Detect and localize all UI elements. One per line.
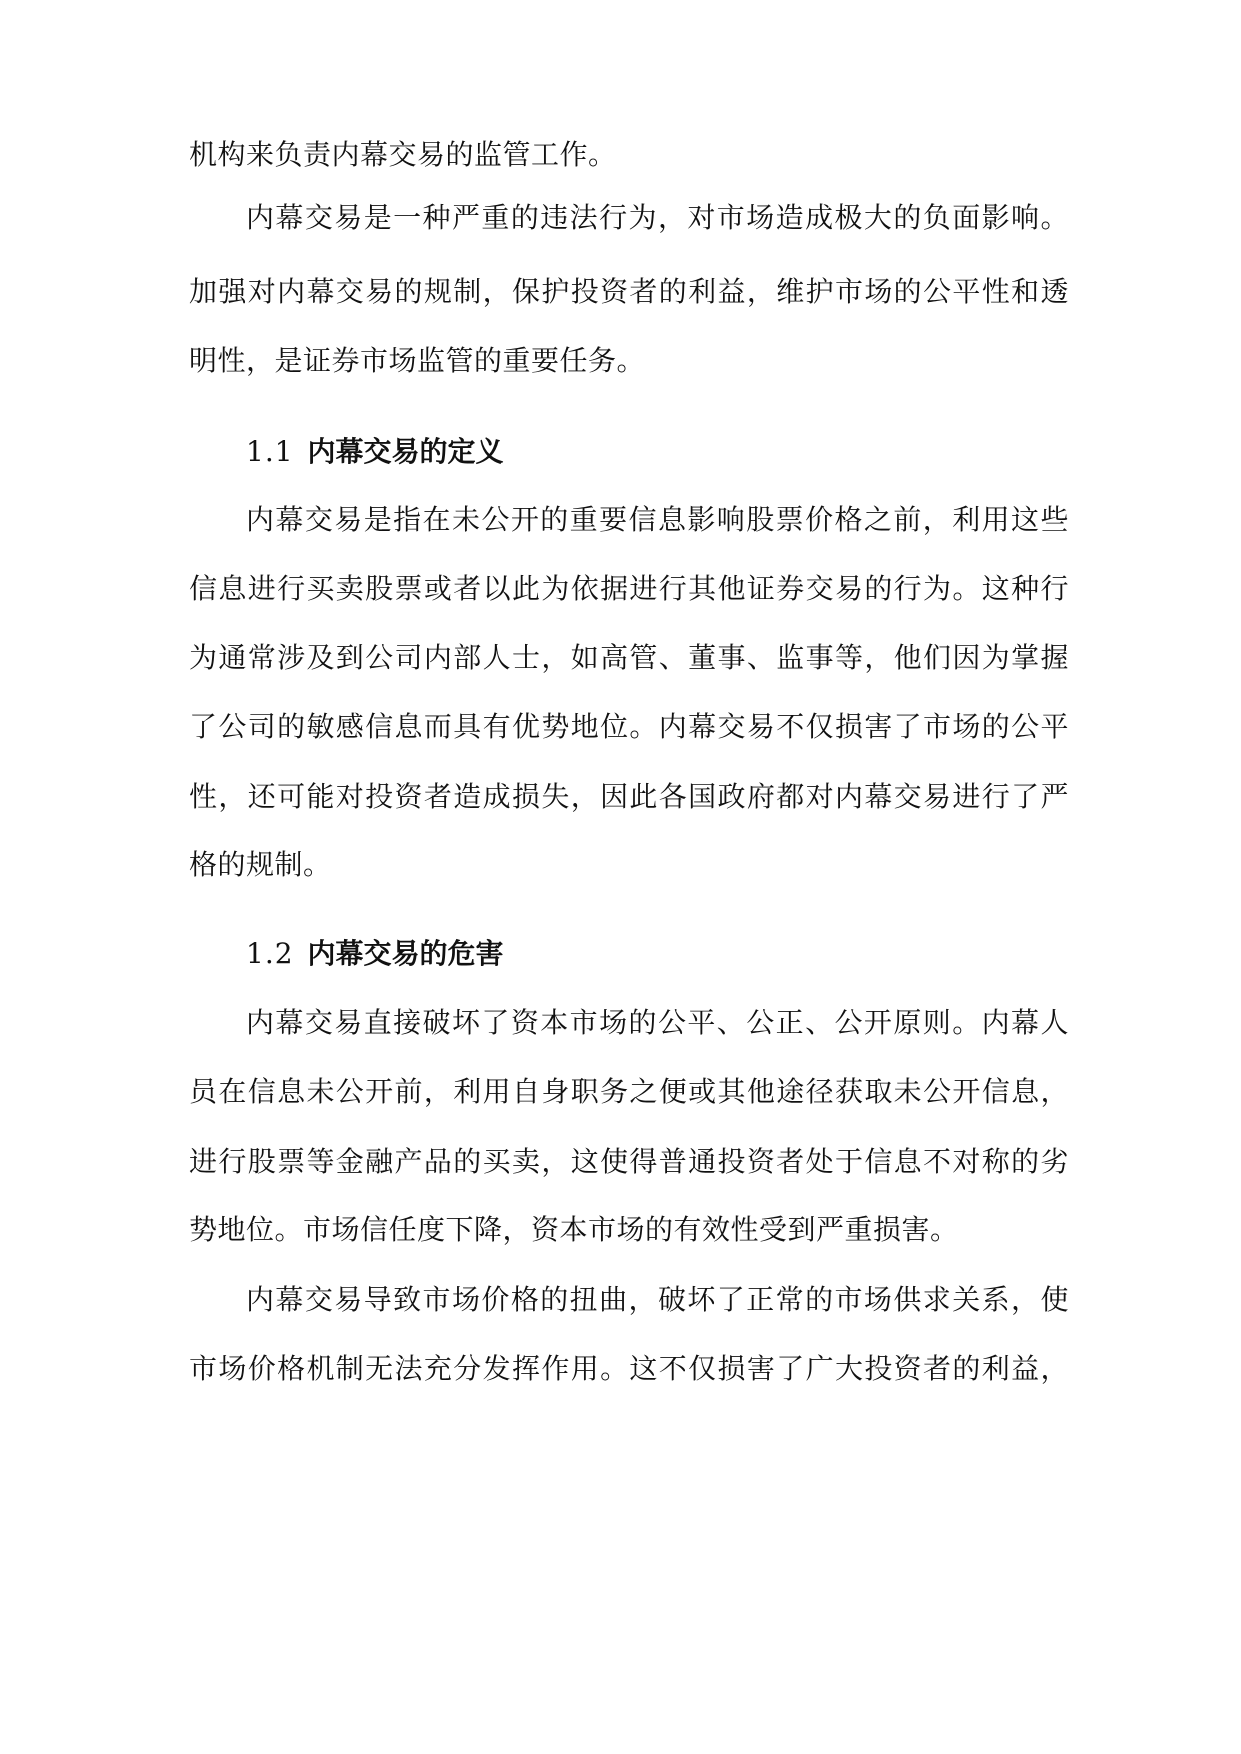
paragraph-line: 了公司的敏感信息而具有优势地位。内幕交易不仅损害了市场的公平	[189, 710, 1069, 743]
section-heading	[246, 934, 504, 974]
section-title: 内幕交易的定义	[307, 435, 504, 468]
section-number: 1.1	[246, 435, 294, 468]
paragraph-line: 内幕交易直接破坏了资本市场的公平、公正、公开原则。内幕人	[246, 1006, 1069, 1039]
paragraph-line: 为通常涉及到公司内部人士，如高管、董事、监事等，他们因为掌握	[189, 641, 1069, 674]
paragraph-line: 内幕交易导致市场价格的扭曲，破坏了正常的市场供求关系，使	[246, 1283, 1069, 1316]
paragraph-line: 明性，是证券市场监管的重要任务。	[189, 344, 646, 377]
section-number: 1.2	[246, 937, 294, 970]
paragraph-line: 进行股票等金融产品的买卖，这使得普通投资者处于信息不对称的劣	[189, 1145, 1069, 1178]
paragraph-line: 内幕交易是一种严重的违法行为，对市场造成极大的负面影响。	[246, 201, 1069, 234]
paragraph-line: 性，还可能对投资者造成损失，因此各国政府都对内幕交易进行了严	[189, 780, 1069, 813]
paragraph-line: 势地位。市场信任度下降，资本市场的有效性受到严重损害。	[189, 1213, 959, 1246]
paragraph-line: 员在信息未公开前，利用自身职务之便或其他途径获取未公开信息，	[189, 1075, 1069, 1108]
paragraph-line: 市场价格机制无法充分发挥作用。这不仅损害了广大投资者的利益，	[189, 1352, 1069, 1385]
paragraph-line: 机构来负责内幕交易的监管工作。	[189, 138, 617, 171]
paragraph-line: 格的规制。	[189, 848, 332, 881]
paragraph-line: 加强对内幕交易的规制，保护投资者的利益，维护市场的公平性和透	[189, 275, 1069, 308]
section-title: 内幕交易的危害	[307, 937, 504, 970]
paragraph-line: 内幕交易是指在未公开的重要信息影响股票价格之前，利用这些	[246, 503, 1069, 536]
section-heading	[246, 432, 504, 472]
paragraph-line: 信息进行买卖股票或者以此为依据进行其他证券交易的行为。这种行	[189, 572, 1069, 605]
